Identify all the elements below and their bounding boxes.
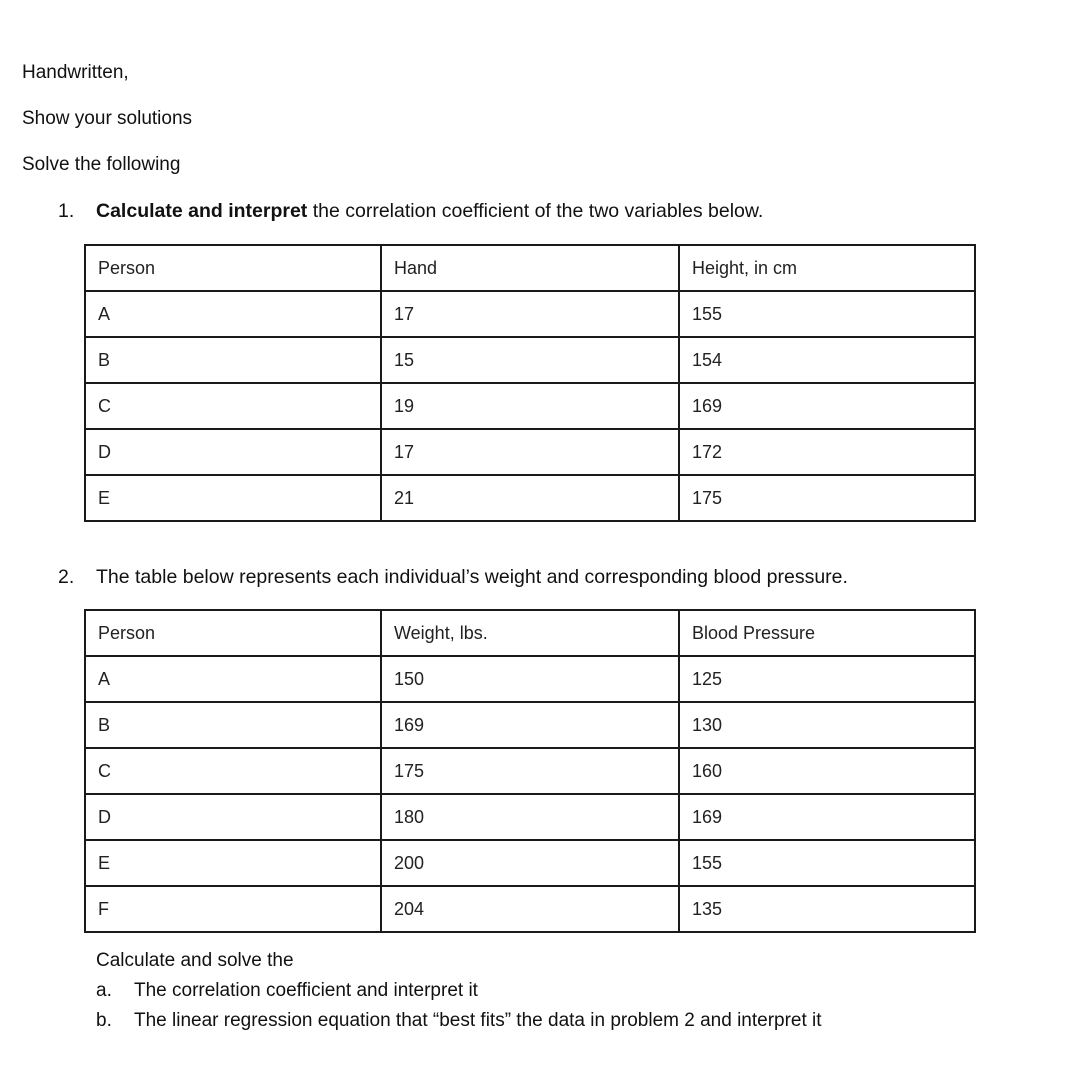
cell-person: D <box>85 794 381 840</box>
table-weight-blood-pressure <box>84 609 976 933</box>
list-text-a: The correlation coefficient and interpret it <box>134 980 478 1001</box>
cell-height: 175 <box>679 475 975 521</box>
cell-height: 155 <box>679 291 975 337</box>
cell-height: 154 <box>679 337 975 383</box>
intro-line-solve-following: Solve the following <box>22 154 181 175</box>
list-marker-a: a. <box>96 980 112 1001</box>
cell-person: E <box>85 475 381 521</box>
cell-blood-pressure: 160 <box>679 748 975 794</box>
table-row <box>85 886 975 932</box>
intro-line-show-solutions: Show your solutions <box>22 108 193 129</box>
table-row <box>85 475 975 521</box>
table-row <box>85 702 975 748</box>
cell-weight: 180 <box>381 794 679 840</box>
cell-height: 169 <box>679 383 975 429</box>
cell-blood-pressure: 130 <box>679 702 975 748</box>
cell-blood-pressure: 169 <box>679 794 975 840</box>
cell-hand: 19 <box>381 383 679 429</box>
table-row <box>85 337 975 383</box>
table-header-row <box>85 610 975 656</box>
cell-person: C <box>85 383 381 429</box>
question-2-number: 2. <box>58 566 75 588</box>
header-person: Person <box>85 245 381 291</box>
cell-person: F <box>85 886 381 932</box>
cell-blood-pressure: 125 <box>679 656 975 702</box>
list-item-b <box>96 1010 822 1032</box>
cell-weight: 204 <box>381 886 679 932</box>
cell-person: C <box>85 748 381 794</box>
cell-person: A <box>85 291 381 337</box>
question-1-number: 1. <box>58 200 75 222</box>
header-hand: Hand <box>381 245 679 291</box>
question-2-text: The table below represents each individual’s weight and corresponding blood pressure. <box>96 566 848 588</box>
question-2 <box>58 566 848 589</box>
cell-hand: 21 <box>381 475 679 521</box>
question-1 <box>58 200 763 223</box>
cell-blood-pressure: 135 <box>679 886 975 932</box>
table-row <box>85 383 975 429</box>
list-item-a <box>96 980 478 1002</box>
cell-weight: 150 <box>381 656 679 702</box>
question-1-bold: Calculate and interpret <box>96 200 308 222</box>
table-row <box>85 794 975 840</box>
cell-weight: 175 <box>381 748 679 794</box>
cell-hand: 17 <box>381 429 679 475</box>
table-row <box>85 656 975 702</box>
header-person: Person <box>85 610 381 656</box>
table-row <box>85 748 975 794</box>
cell-person: E <box>85 840 381 886</box>
table-hand-height <box>84 244 976 522</box>
cell-hand: 17 <box>381 291 679 337</box>
cell-weight: 200 <box>381 840 679 886</box>
cell-person: B <box>85 337 381 383</box>
header-weight: Weight, lbs. <box>381 610 679 656</box>
table-row <box>85 429 975 475</box>
table-row <box>85 291 975 337</box>
cell-person: D <box>85 429 381 475</box>
cell-person: B <box>85 702 381 748</box>
intro-line-handwritten: Handwritten, <box>22 62 129 83</box>
cell-blood-pressure: 155 <box>679 840 975 886</box>
table-header-row <box>85 245 975 291</box>
header-height: Height, in cm <box>679 245 975 291</box>
cell-person: A <box>85 656 381 702</box>
cell-hand: 15 <box>381 337 679 383</box>
cell-weight: 169 <box>381 702 679 748</box>
table-row <box>85 840 975 886</box>
list-marker-b: b. <box>96 1010 112 1031</box>
header-blood-pressure: Blood Pressure <box>679 610 975 656</box>
cell-height: 172 <box>679 429 975 475</box>
list-text-b: The linear regression equation that “best fits” the data in problem 2 and interpret it <box>134 1010 822 1031</box>
question-1-text: the correlation coefficient of the two variables below. <box>307 200 764 222</box>
instruction-calculate: Calculate and solve the <box>96 950 294 971</box>
